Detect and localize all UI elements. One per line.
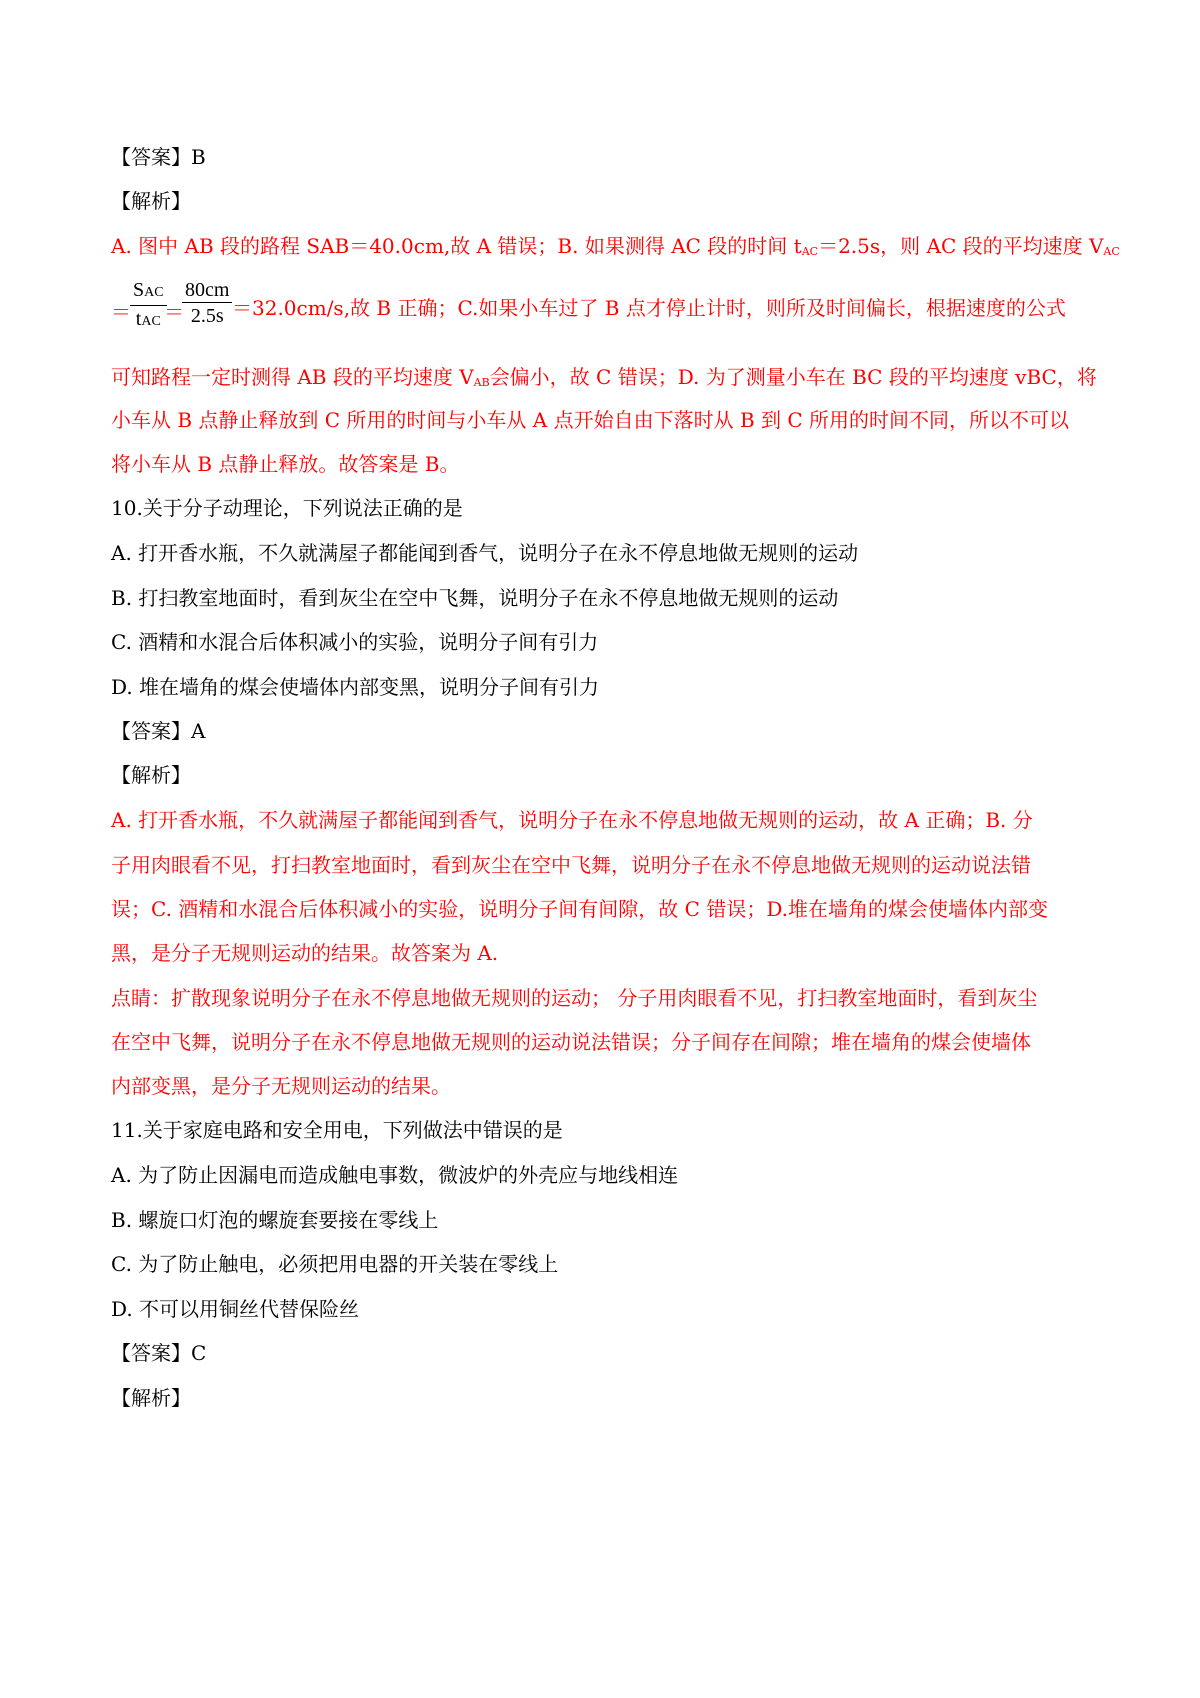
q9-answer-label: 【答案】B bbox=[111, 145, 206, 169]
q10-tip-line: 点睛：扩散现象说明分子在永不停息地做无规则的运动； 分子用肉眼看不见，打扫教室地面时，看到灰尘 bbox=[111, 986, 1038, 1010]
q10-option-c: C. 酒精和水混合后体积减小的实验，说明分子间有引力 bbox=[111, 630, 599, 654]
q10-option-b: B. 打扫教室地面时，看到灰尘在空中飞舞，说明分子在永不停息地做无规则的运动 bbox=[111, 586, 839, 610]
q9-analysis-line-5: 将小车从 B 点静止释放。故答案是 B。 bbox=[111, 452, 460, 476]
q11-option-c: C. 为了防止触电，必须把用电器的开关装在零线上 bbox=[111, 1252, 559, 1276]
q10-analysis-line: 子用肉眼看不见，打扫教室地面时，看到灰尘在空中飞舞，说明分子在永不停息地做无规则的运动说法错 bbox=[111, 853, 1031, 877]
equals-sign: ＝ bbox=[111, 300, 131, 324]
q11-option-d: D. 不可以用铜丝代替保险丝 bbox=[111, 1297, 360, 1321]
q10-analysis-line: A. 打开香水瓶，不久就满屋子都能闻到香气，说明分子在永不停息地做无规则的运动，故 A 正确；B. 分 bbox=[111, 808, 1033, 832]
q9-analysis-label: 【解析】 bbox=[111, 189, 191, 213]
fraction-sac-over-tac: SAC tAC bbox=[130, 278, 167, 335]
q10-stem: 10.关于分子动理论，下列说法正确的是 bbox=[111, 496, 463, 520]
q10-tip-line: 内部变黑，是分子无规则运动的结果。 bbox=[111, 1074, 451, 1098]
q10-option-d: D. 堆在墙角的煤会使墙体内部变黑，说明分子间有引力 bbox=[111, 675, 600, 699]
q9-analysis-line-4: 小车从 B 点静止释放到 C 所用的时间与小车从 A 点开始自由下落时从 B 到 C 所用的时间不同，所以不可以 bbox=[111, 408, 1070, 432]
q11-analysis-label: 【解析】 bbox=[111, 1386, 191, 1410]
equals-sign: ＝ bbox=[164, 300, 184, 324]
q10-analysis-line: 黑，是分子无规则运动的结果。故答案为 A. bbox=[111, 941, 499, 965]
q10-analysis-line: 误；C. 酒精和水混合后体积减小的实验，说明分子间有间隙，故 C 错误；D.堆在墙角的煤会使墙体内部变 bbox=[111, 897, 1049, 921]
q11-option-b: B. 螺旋口灯泡的螺旋套要接在零线上 bbox=[111, 1208, 439, 1232]
q11-option-a: A. 为了防止因漏电而造成触电事数，微波炉的外壳应与地线相连 bbox=[111, 1163, 679, 1187]
q10-analysis-label: 【解析】 bbox=[111, 763, 191, 787]
fraction-80cm-over-2.5s: $\frac{80cm}{2.5s}$ bbox=[182, 278, 232, 329]
q9-analysis-line-2-text: ＝32.0cm/s,故 B 正确；C.如果小车过了 B 点才停止计时，则所及时间偏长，根据速度的公式 bbox=[232, 296, 1066, 320]
q11-stem: 11.关于家庭电路和安全用电，下列做法中错误的是 bbox=[111, 1118, 563, 1142]
q10-option-a: A. 打开香水瓶，不久就满屋子都能闻到香气，说明分子在永不停息地做无规则的运动 bbox=[111, 541, 859, 565]
q11-answer-label: 【答案】C bbox=[111, 1341, 207, 1365]
q10-tip-line: 在空中飞舞，说明分子在永不停息地做无规则的运动说法错误；分子间存在间隙；堆在墙角的煤会使墙体 bbox=[111, 1030, 1031, 1054]
q9-analysis-line-1: A. 图中 AB 段的路程 SAB＝40.0cm,故 A 错误；B. 如果测得 AC 段的时间 tAC＝2.5s，则 AC 段的平均速度 VAC bbox=[111, 234, 1120, 258]
q9-analysis-line-3: 可知路程一定时测得 AB 段的平均速度 VAB会偏小，故 C 错误；D. 为了测量小车在 BC 段的平均速度 vBC，将 bbox=[111, 365, 1097, 389]
q10-answer-label: 【答案】A bbox=[111, 719, 206, 743]
